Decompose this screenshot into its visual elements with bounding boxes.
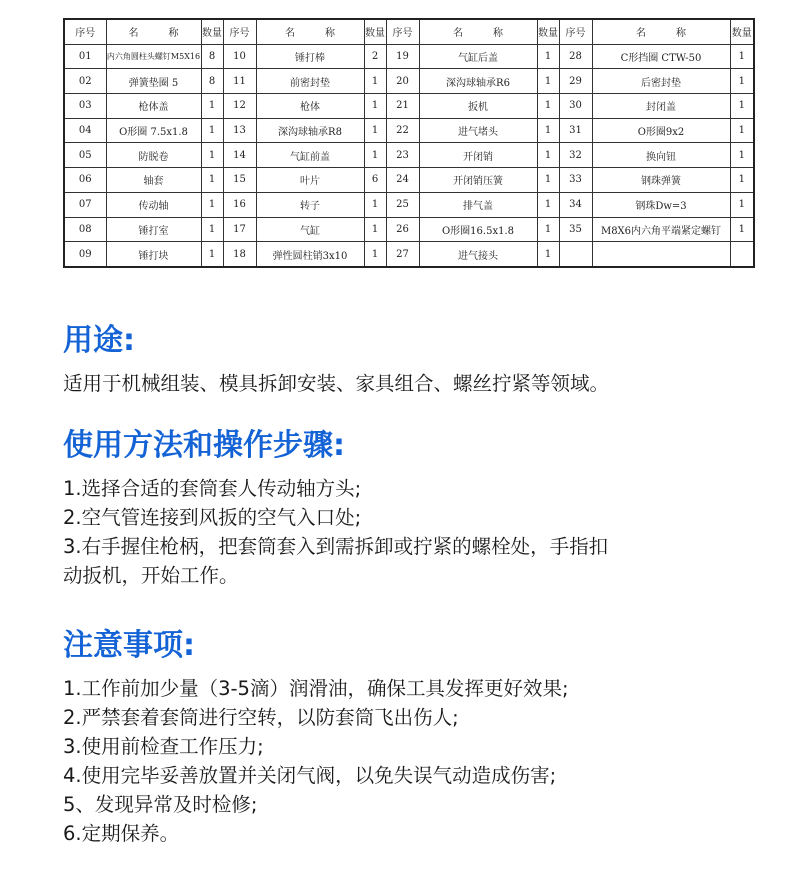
table-cell: 1 xyxy=(201,94,223,119)
table-cell: 04 xyxy=(64,118,106,143)
table-row xyxy=(64,44,754,69)
table-cell: 1 xyxy=(364,118,386,143)
table-cell: 1 xyxy=(730,192,754,217)
table-cell: 1 xyxy=(537,94,559,119)
table-row xyxy=(64,69,754,94)
method-title: 使用方法和操作步骤: xyxy=(63,428,345,463)
table-cell: 进气接头 xyxy=(419,242,537,267)
usage-lines xyxy=(63,369,753,398)
table-cell: 06 xyxy=(64,168,106,193)
table-cell: 内六角圆柱头螺钉M5X16 xyxy=(106,44,201,69)
table-cell: 03 xyxy=(64,94,106,119)
method-line: 2.空气管连接到风扳的空气入口处; xyxy=(63,506,362,529)
table-cell: 33 xyxy=(559,168,592,193)
table-header-row xyxy=(64,19,754,44)
table-row xyxy=(64,242,754,267)
usage-title: 用途: xyxy=(63,323,135,358)
table-cell: 10 xyxy=(223,44,256,69)
table-cell: 深沟球轴承R6 xyxy=(419,69,537,94)
table-row xyxy=(64,143,754,168)
table-cell: 1 xyxy=(364,94,386,119)
table-cell: 1 xyxy=(537,118,559,143)
table-header-cell: 名 称 xyxy=(106,19,201,44)
table-cell: M8X6内六角平端紧定螺钉 xyxy=(592,217,730,242)
table-row xyxy=(64,217,754,242)
method-line: 1.选择合适的套筒套人传动轴方头; xyxy=(63,477,362,500)
table-row xyxy=(64,118,754,143)
table-cell: 气缸前盖 xyxy=(256,143,364,168)
table-cell: 27 xyxy=(386,242,419,267)
table-cell: 1 xyxy=(537,143,559,168)
table-cell: 枪体 xyxy=(256,94,364,119)
table-cell: 叶片 xyxy=(256,168,364,193)
table-cell: 11 xyxy=(223,69,256,94)
method-line: 动扳机，开始工作。 xyxy=(63,564,239,587)
table-cell: 进气堵头 xyxy=(419,118,537,143)
table-cell xyxy=(730,242,754,267)
table-cell: 枪体盖 xyxy=(106,94,201,119)
table-cell: 25 xyxy=(386,192,419,217)
table-header-cell: 序号 xyxy=(223,19,256,44)
table-cell: 1 xyxy=(201,168,223,193)
table-cell: 22 xyxy=(386,118,419,143)
table-cell: 26 xyxy=(386,217,419,242)
table-cell: 传动轴 xyxy=(106,192,201,217)
table-cell: 锤打室 xyxy=(106,217,201,242)
table-cell: 01 xyxy=(64,44,106,69)
table-cell: 08 xyxy=(64,217,106,242)
table-cell: 1 xyxy=(730,69,754,94)
table-cell: 6 xyxy=(364,168,386,193)
table-cell: 气缸后盖 xyxy=(419,44,537,69)
parts-table xyxy=(63,18,755,268)
notes-title: 注意事项: xyxy=(63,628,195,663)
table-cell: 1 xyxy=(364,69,386,94)
table-cell: 气缸 xyxy=(256,217,364,242)
table-cell: 09 xyxy=(64,242,106,267)
table-cell: 锤打棒 xyxy=(256,44,364,69)
table-cell: 1 xyxy=(364,143,386,168)
table-header-cell: 名 称 xyxy=(592,19,730,44)
table-cell: 14 xyxy=(223,143,256,168)
table-cell: 8 xyxy=(201,69,223,94)
table-header-cell: 名 称 xyxy=(419,19,537,44)
table-row xyxy=(64,192,754,217)
table-cell: 1 xyxy=(537,242,559,267)
table-row xyxy=(64,94,754,119)
table-header-cell: 序号 xyxy=(64,19,106,44)
table-cell: 21 xyxy=(386,94,419,119)
table-cell xyxy=(559,242,592,267)
table-cell xyxy=(592,242,730,267)
table-cell: 35 xyxy=(559,217,592,242)
table-header-cell: 序号 xyxy=(559,19,592,44)
table-cell: 32 xyxy=(559,143,592,168)
table-cell: 钢珠Dw=3 xyxy=(592,192,730,217)
parts-table-container xyxy=(63,18,753,268)
table-cell: 锤打块 xyxy=(106,242,201,267)
table-row xyxy=(64,168,754,193)
table-cell: 扳机 xyxy=(419,94,537,119)
table-cell: 02 xyxy=(64,69,106,94)
table-cell: 34 xyxy=(559,192,592,217)
table-cell: 1 xyxy=(537,217,559,242)
table-cell: 20 xyxy=(386,69,419,94)
table-cell: 排气盖 xyxy=(419,192,537,217)
notes-line: 1.工作前加少量（3-5滴）润滑油，确保工具发挥更好效果; xyxy=(63,677,569,700)
table-cell: 弹簧垫圈 5 xyxy=(106,69,201,94)
method-section xyxy=(63,426,753,590)
table-cell: 1 xyxy=(201,217,223,242)
table-cell: 31 xyxy=(559,118,592,143)
table-cell: 1 xyxy=(537,44,559,69)
table-cell: 05 xyxy=(64,143,106,168)
table-cell: 1 xyxy=(201,242,223,267)
notes-line: 3.使用前检查工作压力; xyxy=(63,735,264,758)
table-header-cell: 序号 xyxy=(386,19,419,44)
table-cell: 1 xyxy=(730,118,754,143)
table-cell: 1 xyxy=(537,192,559,217)
table-cell: 1 xyxy=(201,192,223,217)
table-cell: 钢珠弹簧 xyxy=(592,168,730,193)
table-cell: 轴套 xyxy=(106,168,201,193)
table-cell: 1 xyxy=(364,192,386,217)
table-cell: 1 xyxy=(730,94,754,119)
table-cell: 后密封垫 xyxy=(592,69,730,94)
table-cell: O形圈16.5x1.8 xyxy=(419,217,537,242)
notes-line: 4.使用完毕妥善放置并关闭气阀，以免失误气动造成伤害; xyxy=(63,764,557,787)
table-cell: 30 xyxy=(559,94,592,119)
table-cell: 16 xyxy=(223,192,256,217)
table-cell: 弹性圆柱销3x10 xyxy=(256,242,364,267)
table-cell: 1 xyxy=(730,217,754,242)
table-header-cell: 数量 xyxy=(730,19,754,44)
table-cell: 1 xyxy=(537,168,559,193)
table-cell: 23 xyxy=(386,143,419,168)
table-header-cell: 数量 xyxy=(201,19,223,44)
table-cell: 07 xyxy=(64,192,106,217)
table-cell: O形圈9x2 xyxy=(592,118,730,143)
notes-lines xyxy=(63,674,753,848)
table-cell: 开闭销压簧 xyxy=(419,168,537,193)
notes-section xyxy=(63,626,753,848)
table-cell: 17 xyxy=(223,217,256,242)
table-cell: 12 xyxy=(223,94,256,119)
table-cell: 1 xyxy=(730,44,754,69)
table-cell: 18 xyxy=(223,242,256,267)
table-cell: 防脱卷 xyxy=(106,143,201,168)
table-cell: C形挡圈 CTW-50 xyxy=(592,44,730,69)
table-header-cell: 数量 xyxy=(537,19,559,44)
table-cell: 封闭盖 xyxy=(592,94,730,119)
table-cell: 1 xyxy=(730,168,754,193)
notes-line: 2.严禁套着套筒进行空转，以防套筒飞出伤人; xyxy=(63,706,459,729)
table-cell: 15 xyxy=(223,168,256,193)
usage-section xyxy=(63,321,753,398)
method-lines xyxy=(63,474,753,590)
table-cell: 13 xyxy=(223,118,256,143)
table-cell: 1 xyxy=(730,143,754,168)
table-cell: 开闭销 xyxy=(419,143,537,168)
table-cell: 前密封垫 xyxy=(256,69,364,94)
table-cell: 8 xyxy=(201,44,223,69)
method-line: 3.右手握住枪柄，把套筒套入到需拆卸或拧紧的螺栓处，手指扣 xyxy=(63,535,609,558)
table-cell: O形圈 7.5x1.8 xyxy=(106,118,201,143)
table-cell: 29 xyxy=(559,69,592,94)
usage-line: 适用于机械组装、模具拆卸安装、家具组合、螺丝拧紧等领域。 xyxy=(63,372,610,395)
table-cell: 深沟球轴承R8 xyxy=(256,118,364,143)
table-cell: 1 xyxy=(201,118,223,143)
table-cell: 1 xyxy=(537,69,559,94)
table-cell: 2 xyxy=(364,44,386,69)
table-cell: 24 xyxy=(386,168,419,193)
table-header-cell: 数量 xyxy=(364,19,386,44)
table-cell: 1 xyxy=(364,217,386,242)
table-cell: 转子 xyxy=(256,192,364,217)
table-cell: 1 xyxy=(364,242,386,267)
table-cell: 1 xyxy=(201,143,223,168)
notes-line: 6.定期保养。 xyxy=(63,822,180,845)
notes-line: 5、发现异常及时检修; xyxy=(63,793,258,816)
table-cell: 28 xyxy=(559,44,592,69)
table-cell: 19 xyxy=(386,44,419,69)
table-cell: 换向钮 xyxy=(592,143,730,168)
table-header-cell: 名 称 xyxy=(256,19,364,44)
